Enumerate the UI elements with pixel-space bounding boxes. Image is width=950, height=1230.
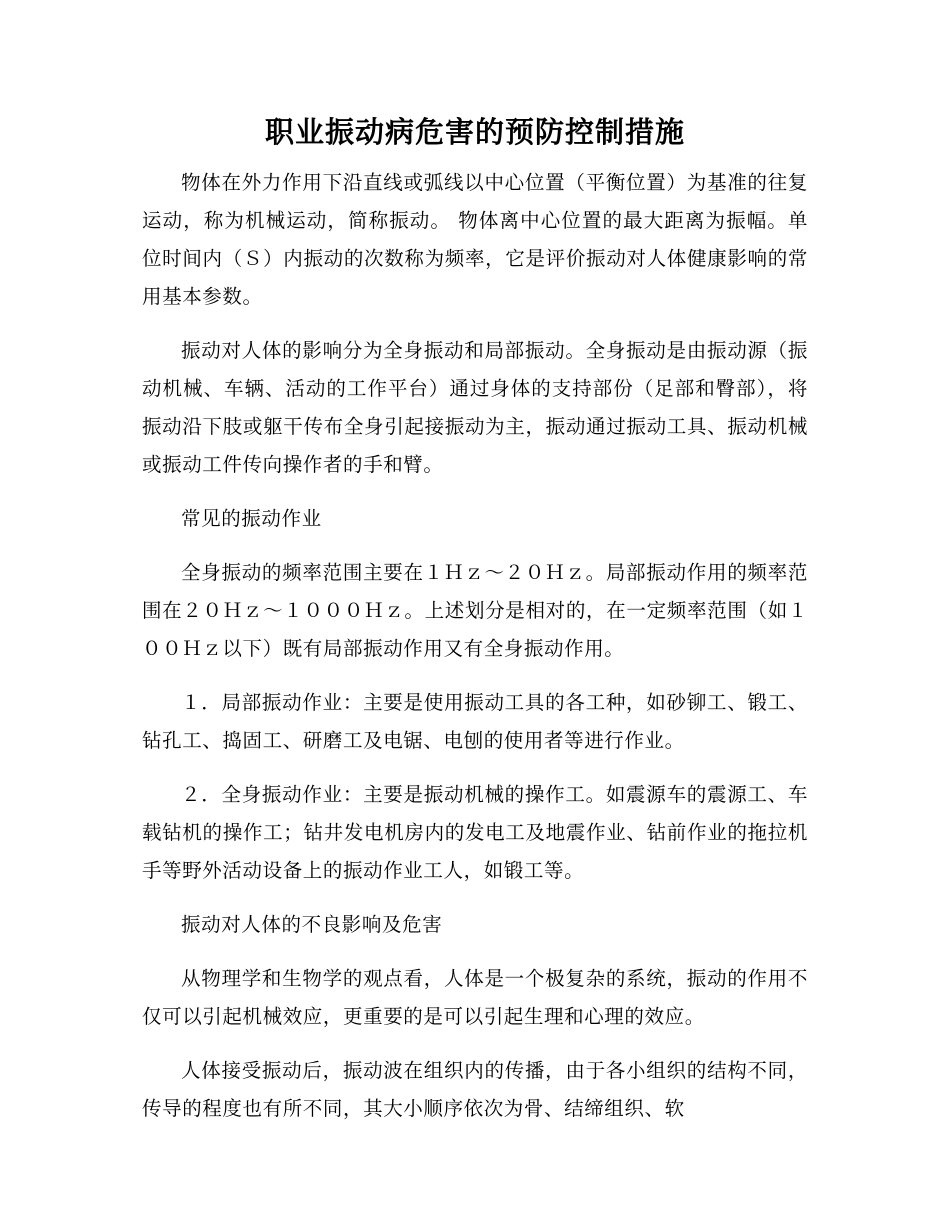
- document-body: [142, 164, 808, 1144]
- list-item-local-vibration-work: １．局部振动作业：主要是使用振动工具的各工种，如砂铆工、锻工、钻孔工、捣固工、研磨工及电锯、电刨的使用者等进行作业。: [142, 691, 808, 752]
- paragraph-wave-propagation: 人体接受振动后，振动波在组织内的传播，由于各小组织的结构不同，传导的程度也有所不同，其大小顺序依次为骨、结缔组织、软: [142, 1059, 808, 1120]
- paragraph-physics-biology-view: 从物理学和生物学的观点看，人体是一个极复杂的系统，振动的作用不仅可以引起机械效应，更重要的是可以引起生理和心理的效应。: [142, 967, 808, 1028]
- paragraph-whole-body-and-local-vibration: 振动对人体的影响分为全身振动和局部振动。全身振动是由振动源（振动机械、车辆、活动的工作平台）通过身体的支持部份（足部和臀部），将振动沿下肢或躯干传布全身引起接振动为主，振动通过振动工具、振动机械或振动工件传向操作者的手和臂。: [142, 339, 808, 476]
- list-item-whole-body-vibration-work: ２．全身振动作业：主要是振动机械的操作工。如震源车的震源工、车载钻机的操作工；钻井发电机房内的发电工及地震作业、钻前作业的拖拉机手等野外活动设备上的振动作业工人，如锻工等。: [142, 783, 808, 882]
- paragraph-frequency-ranges: 全身振动的频率范围主要在１Ｈｚ～２０Ｈｚ。局部振动作用的频率范围在２０Ｈｚ～１０００Ｈｚ。上述划分是相对的，在一定频率范围（如１００Ｈｚ以下）既有局部振动作用又有全身振动作用。: [142, 561, 808, 660]
- section-heading-common-vibration-work: 常见的振动作业: [181, 507, 322, 530]
- section-heading-adverse-effects: 振动对人体的不良影响及危害: [181, 913, 443, 936]
- paragraph-definition-of-vibration: 物体在外力作用下沿直线或弧线以中心位置（平衡位置）为基准的往复运动，称为机械运动，简称振动。 物体离中心位置的最大距离为振幅。单位时间内（Ｓ）内振动的次数称为频率，它是评价振动对人体健康影响的常用基本参数。: [142, 171, 808, 308]
- document-title: 职业振动病危害的预防控制措施: [264, 115, 685, 149]
